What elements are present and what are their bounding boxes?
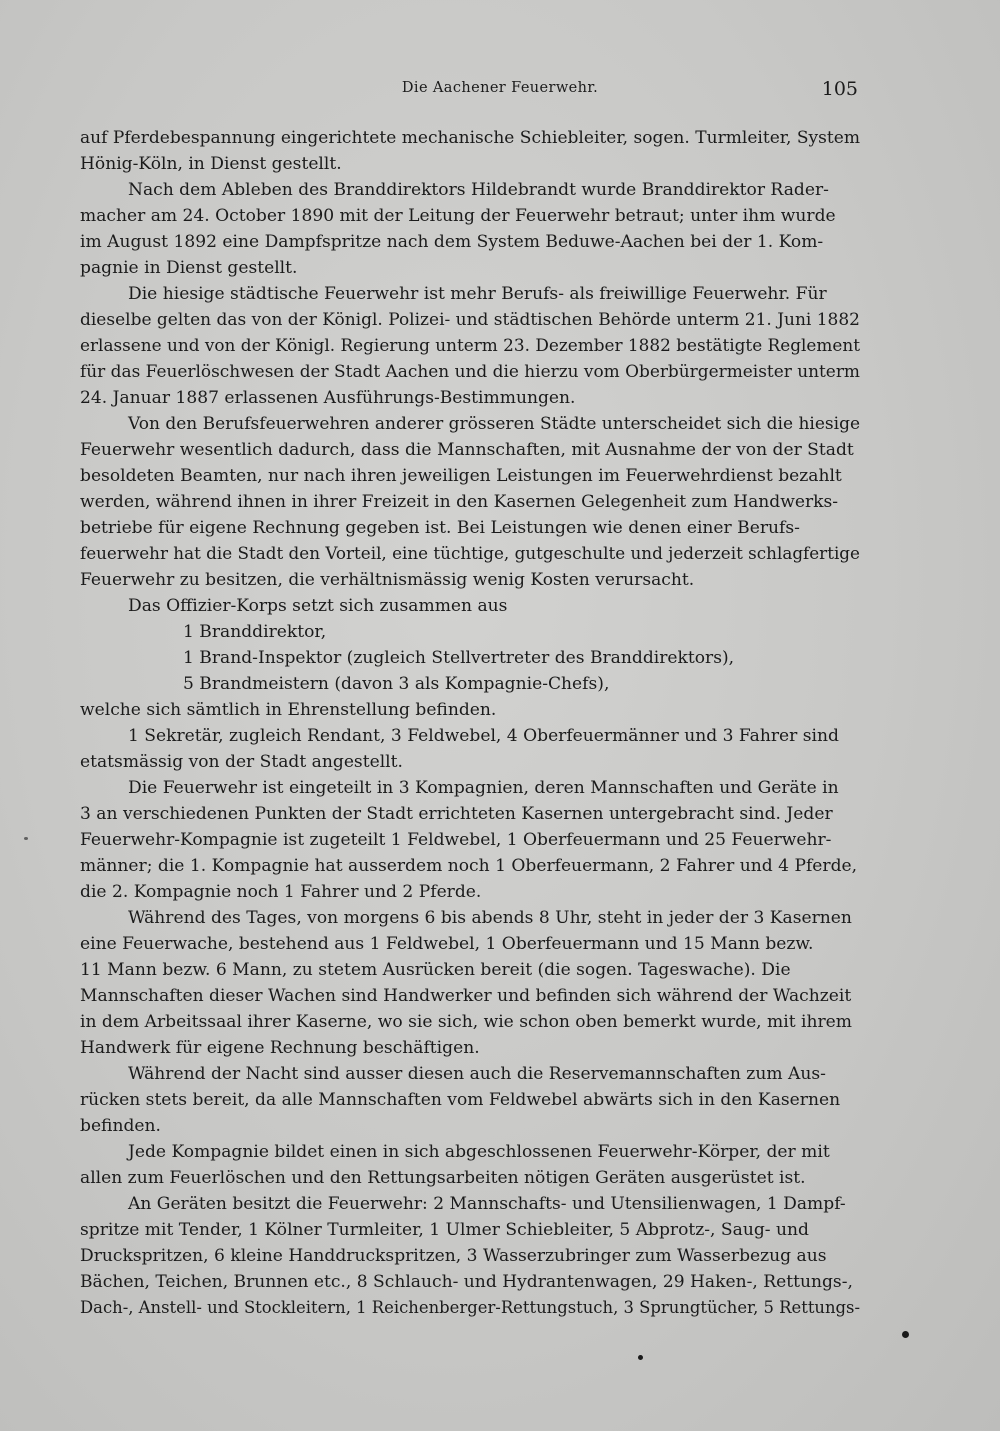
text-line: befinden. <box>80 1116 161 1136</box>
text-line: werden, während ihnen in ihrer Freizeit in den Kasernen Gelegenheit zum Handwerks- <box>80 492 839 512</box>
text-line: etatsmässig von der Stadt angestellt. <box>80 752 403 772</box>
text-line: Jede Kompagnie bildet einen in sich abgeschlossenen Feuerwehr-Körper, der mit <box>128 1142 830 1162</box>
text-line: eine Feuerwache, bestehend aus 1 Feldwebel, 1 Oberfeuermann und 15 Mann bezw. <box>80 934 814 954</box>
text-line: besoldeten Beamten, nur nach ihren jeweiligen Leistungen im Feuerwehrdienst bezahlt <box>80 466 842 486</box>
text-line: Feuerwehr-Kompagnie ist zugeteilt 1 Feldwebel, 1 Oberfeuermann und 25 Feuerwehr- <box>80 830 832 850</box>
text-line: Von den Berufsfeuerwehren anderer grösseren Städte unterscheidet sich die hiesige <box>128 414 861 434</box>
text-line: Dach-, Anstell- und Stockleitern, 1 Reichenberger-Rettungstuch, 3 Sprungtücher, 5 Rettungs- <box>80 1298 861 1318</box>
text-line: 11 Mann bezw. 6 Mann, zu stetem Ausrücken bereit (die sogen. Tageswache). Die <box>80 960 791 980</box>
running-title: Die Aachener Feuerwehr. <box>401 80 599 96</box>
text-line: dieselbe gelten das von der Königl. Polizei- und städtischen Behörde unterm 21. Juni 1882 <box>80 310 860 330</box>
text-line: betriebe für eigene Rechnung gegeben ist. Bei Leistungen wie denen einer Berufs- <box>80 518 800 538</box>
text-line: 1 Sekretär, zugleich Rendant, 3 Feldwebel, 4 Oberfeuermänner und 3 Fahrer sind <box>128 726 839 746</box>
text-line: pagnie in Dienst gestellt. <box>80 258 298 278</box>
text-line: männer; die 1. Kompagnie hat ausserdem noch 1 Oberfeuermann, 2 Fahrer und 4 Pferde, <box>80 856 858 876</box>
text-line: An Geräten besitzt die Feuerwehr: 2 Mannschafts- und Utensilienwagen, 1 Dampf- <box>128 1194 846 1214</box>
text-line: Die hiesige städtische Feuerwehr ist mehr Berufs- als freiwillige Feuerwehr. Für <box>128 284 827 304</box>
body-text <box>80 125 860 1321</box>
list-item: 1 Brand-Inspektor (zugleich Stellvertreter des Branddirektors), <box>183 648 735 668</box>
text-line: spritze mit Tender, 1 Kölner Turmleiter, 1 Ulmer Schiebleiter, 5 Abprotz-, Saug- und <box>80 1220 809 1240</box>
text-line: Druckspritzen, 6 kleine Handdruckspritzen, 3 Wasserzubringer zum Wasserbezug aus <box>80 1246 827 1266</box>
text-line: Handwerk für eigene Rechnung beschäftigen. <box>80 1038 480 1058</box>
text-line: im August 1892 eine Dampfspritze nach dem System Beduwe-Aachen bei der 1. Kom- <box>80 232 824 252</box>
text-line: allen zum Feuerlöschen und den Rettungsarbeiten nötigen Geräten ausgerüstet ist. <box>80 1168 806 1188</box>
ink-speck <box>902 1331 909 1338</box>
text-line: Nach dem Ableben des Branddirektors Hildebrandt wurde Branddirektor Rader- <box>128 180 829 200</box>
text-line: Während der Nacht sind ausser diesen auch die Reservemannschaften zum Aus- <box>128 1064 826 1084</box>
text-line: welche sich sämtlich in Ehrenstellung befinden. <box>80 700 497 720</box>
text-line: in dem Arbeitssaal ihrer Kaserne, wo sie sich, wie schon oben bemerkt wurde, mit ihrem <box>80 1012 852 1032</box>
list-item: 5 Brandmeistern (davon 3 als Kompagnie-Chefs), <box>183 674 610 694</box>
text-line: Feuerwehr zu besitzen, die verhältnismässig wenig Kosten verursacht. <box>80 570 695 590</box>
text-line: 3 an verschiedenen Punkten der Stadt errichteten Kasernen untergebracht sind. Jeder <box>80 804 833 824</box>
ink-speck <box>24 837 28 840</box>
text-line: 24. Januar 1887 erlassenen Ausführungs-Bestimmungen. <box>80 388 576 408</box>
ink-speck <box>638 1355 643 1360</box>
list-item: 1 Branddirektor, <box>183 622 327 642</box>
text-line: erlassene und von der Königl. Regierung unterm 23. Dezember 1882 bestätigte Reglement <box>80 336 861 356</box>
text-line: macher am 24. October 1890 mit der Leitung der Feuerwehr betraut; unter ihm wurde <box>80 206 836 226</box>
text-line: auf Pferdebespannung eingerichtete mechanische Schiebleiter, sogen. Turmleiter, System <box>80 128 861 148</box>
text-line: Bächen, Teichen, Brunnen etc., 8 Schlauch- und Hydrantenwagen, 29 Haken-, Rettungs-, <box>80 1272 853 1292</box>
text-line: die 2. Kompagnie noch 1 Fahrer und 2 Pferde. <box>80 882 482 902</box>
page-header <box>0 78 1000 104</box>
text-line: feuerwehr hat die Stadt den Vorteil, eine tüchtige, gutgeschulte und jederzeit schlagfertige <box>80 544 860 564</box>
text-line: Feuerwehr wesentlich dadurch, dass die Mannschaften, mit Ausnahme der von der Stadt <box>80 440 854 460</box>
text-line: Hönig-Köln, in Dienst gestellt. <box>80 154 342 174</box>
text-line: Das Offizier-Korps setzt sich zusammen aus <box>128 596 508 616</box>
text-line: rücken stets bereit, da alle Mannschaften vom Feldwebel abwärts sich in den Kasernen <box>80 1090 841 1110</box>
text-line: Mannschaften dieser Wachen sind Handwerker und befinden sich während der Wachzeit <box>80 986 852 1006</box>
text-line: für das Feuerlöschwesen der Stadt Aachen und die hierzu vom Oberbürgermeister unterm <box>80 362 860 382</box>
text-line: Während des Tages, von morgens 6 bis abends 8 Uhr, steht in jeder der 3 Kasernen <box>128 908 852 928</box>
text-line: Die Feuerwehr ist eingeteilt in 3 Kompagnien, deren Mannschaften und Geräte in <box>128 778 839 798</box>
page-number: 105 <box>821 78 858 100</box>
